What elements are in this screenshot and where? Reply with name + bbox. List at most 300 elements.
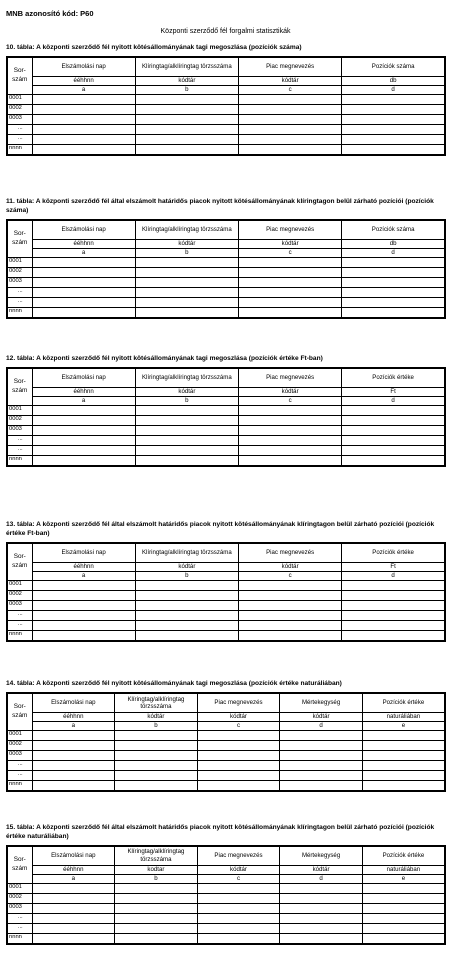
column-letter: d xyxy=(280,874,363,883)
row-number: 0002 xyxy=(7,267,32,277)
column-header: Pozíciók értéke xyxy=(362,846,445,866)
data-cell[interactable] xyxy=(135,144,238,155)
column-unit: ééhhnn xyxy=(32,239,135,248)
row-number: 0003 xyxy=(7,903,32,913)
column-letter: d xyxy=(342,571,445,580)
data-cell[interactable] xyxy=(362,903,445,913)
column-letter: b xyxy=(135,571,238,580)
data-cell[interactable] xyxy=(342,590,445,600)
data-cell[interactable] xyxy=(239,257,342,267)
table-row xyxy=(7,104,445,114)
table-caption: 14. tábla: A központi szerződő fél nyitott kötésállományának tagi megoszlása (pozíciók értéke naturáliában) xyxy=(6,680,342,687)
sorszam-header xyxy=(7,220,32,258)
column-unit: kodtar xyxy=(115,865,198,874)
data-cell[interactable] xyxy=(32,620,135,630)
data-cell[interactable] xyxy=(362,923,445,933)
column-unit: kódtár xyxy=(280,712,363,721)
table-section-11 xyxy=(6,198,446,319)
column-letter: c xyxy=(239,248,342,257)
data-cell[interactable] xyxy=(239,104,342,114)
table-caption: 12. tábla: A központi szerződő fél nyitott kötésállományának tagi megoszlása (pozíciók értéke Ft-ban) xyxy=(6,355,323,362)
data-cell[interactable] xyxy=(239,620,342,630)
data-cell[interactable] xyxy=(342,630,445,641)
column-letter: a xyxy=(32,721,115,730)
data-cell[interactable] xyxy=(32,94,135,104)
row-number: nnnn xyxy=(7,455,32,466)
data-cell[interactable] xyxy=(135,267,238,277)
data-cell[interactable] xyxy=(32,257,135,267)
column-unit: Ft xyxy=(342,387,445,396)
data-cell[interactable] xyxy=(239,267,342,277)
data-cell[interactable] xyxy=(32,903,115,913)
row-number: nnnn xyxy=(7,144,32,155)
row-number: 0002 xyxy=(7,740,32,750)
table-row xyxy=(7,277,445,287)
data-cell[interactable] xyxy=(239,307,342,318)
column-letter: a xyxy=(32,571,135,580)
row-number: ... xyxy=(7,760,32,770)
data-cell[interactable] xyxy=(362,913,445,923)
data-cell[interactable] xyxy=(135,580,238,590)
data-cell[interactable] xyxy=(135,287,238,297)
row-number: ... xyxy=(7,923,32,933)
data-cell[interactable] xyxy=(280,730,363,740)
data-cell[interactable] xyxy=(32,287,135,297)
data-cell[interactable] xyxy=(135,114,238,124)
data-cell[interactable] xyxy=(342,445,445,455)
data-table xyxy=(6,692,446,792)
data-cell[interactable] xyxy=(342,277,445,287)
data-cell[interactable] xyxy=(239,124,342,134)
data-cell[interactable] xyxy=(280,933,363,944)
data-cell[interactable] xyxy=(342,455,445,466)
column-letter: c xyxy=(239,396,342,405)
column-header: Klíringtag/alklíringtag törzsszáma xyxy=(115,693,198,713)
table-row xyxy=(7,630,445,641)
table-row xyxy=(7,257,445,267)
row-number: 0003 xyxy=(7,114,32,124)
table-row xyxy=(7,297,445,307)
data-cell[interactable] xyxy=(115,760,198,770)
column-header: Pozíciók értéke xyxy=(342,368,445,388)
data-cell[interactable] xyxy=(239,435,342,445)
data-cell[interactable] xyxy=(197,730,280,740)
data-cell[interactable] xyxy=(32,740,115,750)
column-unit: naturáliában xyxy=(362,865,445,874)
data-cell[interactable] xyxy=(239,287,342,297)
data-cell[interactable] xyxy=(280,740,363,750)
table-section-15 xyxy=(6,824,446,945)
table-row xyxy=(7,94,445,104)
sorszam-line: Sor- xyxy=(13,552,26,560)
column-unit: ééhhnn xyxy=(32,387,135,396)
data-cell[interactable] xyxy=(135,435,238,445)
row-number: 0002 xyxy=(7,590,32,600)
data-cell[interactable] xyxy=(32,415,135,425)
data-cell[interactable] xyxy=(362,730,445,740)
data-cell[interactable] xyxy=(239,610,342,620)
mnb-code: MNB azonosító kód: P60 xyxy=(6,9,94,18)
data-table xyxy=(6,56,446,156)
data-cell[interactable] xyxy=(32,104,135,114)
data-cell[interactable] xyxy=(280,760,363,770)
data-cell[interactable] xyxy=(135,94,238,104)
data-cell[interactable] xyxy=(135,425,238,435)
column-letter: e xyxy=(362,721,445,730)
data-cell[interactable] xyxy=(280,770,363,780)
data-cell[interactable] xyxy=(280,903,363,913)
data-cell[interactable] xyxy=(115,770,198,780)
data-cell[interactable] xyxy=(342,580,445,590)
data-cell[interactable] xyxy=(135,600,238,610)
column-letter: c xyxy=(197,874,280,883)
data-cell[interactable] xyxy=(342,620,445,630)
data-cell[interactable] xyxy=(115,730,198,740)
column-header: Elszámolási nap xyxy=(32,368,135,388)
column-letter: b xyxy=(135,396,238,405)
sorszam-header xyxy=(7,543,32,581)
sorszam-header xyxy=(7,693,32,731)
column-letter: c xyxy=(197,721,280,730)
row-number: 0002 xyxy=(7,893,32,903)
data-cell[interactable] xyxy=(32,114,135,124)
column-header: Pozíciók értéke xyxy=(342,543,445,563)
data-cell[interactable] xyxy=(342,297,445,307)
data-cell[interactable] xyxy=(197,933,280,944)
sorszam-line: Sor- xyxy=(13,66,26,74)
data-cell[interactable] xyxy=(342,610,445,620)
data-cell[interactable] xyxy=(115,913,198,923)
data-cell[interactable] xyxy=(342,600,445,610)
column-header: Piac megnevezés xyxy=(197,846,280,866)
data-cell[interactable] xyxy=(32,405,135,415)
data-cell[interactable] xyxy=(32,923,115,933)
table-row xyxy=(7,134,445,144)
data-cell[interactable] xyxy=(32,913,115,923)
data-cell[interactable] xyxy=(135,307,238,318)
data-cell[interactable] xyxy=(197,903,280,913)
data-cell[interactable] xyxy=(115,883,198,893)
column-letter: b xyxy=(135,248,238,257)
data-cell[interactable] xyxy=(115,933,198,944)
data-cell[interactable] xyxy=(32,267,135,277)
row-number: ... xyxy=(7,435,32,445)
data-cell[interactable] xyxy=(239,415,342,425)
data-cell[interactable] xyxy=(197,740,280,750)
data-cell[interactable] xyxy=(32,750,115,760)
column-header: Elszámolási nap xyxy=(32,220,135,240)
data-cell[interactable] xyxy=(197,760,280,770)
table-row xyxy=(7,144,445,155)
column-header: Elszámolási nap xyxy=(32,57,135,77)
data-cell[interactable] xyxy=(342,257,445,267)
row-number: nnnn xyxy=(7,630,32,641)
table-row xyxy=(7,893,445,903)
data-cell[interactable] xyxy=(239,600,342,610)
data-cell[interactable] xyxy=(362,740,445,750)
data-cell[interactable] xyxy=(32,770,115,780)
data-cell[interactable] xyxy=(280,923,363,933)
data-cell[interactable] xyxy=(32,893,115,903)
column-unit: db xyxy=(342,239,445,248)
data-table xyxy=(6,845,446,945)
table-row xyxy=(7,580,445,590)
data-cell[interactable] xyxy=(342,104,445,114)
table-row xyxy=(7,114,445,124)
column-header: Elszámolási nap xyxy=(32,846,115,866)
column-header: Piac megnevezés xyxy=(239,57,342,77)
data-cell[interactable] xyxy=(280,750,363,760)
row-number: 0001 xyxy=(7,730,32,740)
data-cell[interactable] xyxy=(32,580,135,590)
data-cell[interactable] xyxy=(280,913,363,923)
row-number: 0001 xyxy=(7,257,32,267)
data-cell[interactable] xyxy=(197,883,280,893)
table-row xyxy=(7,590,445,600)
data-cell[interactable] xyxy=(135,455,238,466)
data-cell[interactable] xyxy=(32,630,135,641)
data-cell[interactable] xyxy=(342,124,445,134)
data-cell[interactable] xyxy=(32,590,135,600)
column-header: Klíringtag/alklíringtag törzsszáma xyxy=(115,846,198,866)
data-cell[interactable] xyxy=(362,883,445,893)
data-cell[interactable] xyxy=(239,297,342,307)
table-row xyxy=(7,620,445,630)
column-letter: b xyxy=(115,874,198,883)
data-cell[interactable] xyxy=(197,913,280,923)
data-cell[interactable] xyxy=(239,144,342,155)
data-cell[interactable] xyxy=(239,114,342,124)
data-cell[interactable] xyxy=(135,415,238,425)
data-cell[interactable] xyxy=(362,770,445,780)
data-cell[interactable] xyxy=(197,780,280,791)
data-cell[interactable] xyxy=(239,134,342,144)
data-cell[interactable] xyxy=(135,630,238,641)
sorszam-header xyxy=(7,368,32,406)
data-cell[interactable] xyxy=(342,287,445,297)
column-letter: e xyxy=(362,874,445,883)
table-row xyxy=(7,267,445,277)
row-number: nnnn xyxy=(7,307,32,318)
data-cell[interactable] xyxy=(135,104,238,114)
column-unit: kódtár xyxy=(197,865,280,874)
table-row xyxy=(7,913,445,923)
data-cell[interactable] xyxy=(342,307,445,318)
column-header: Klíringtag/alklíringtag törzsszáma xyxy=(135,57,238,77)
table-caption: 10. tábla: A központi szerződő fél nyitott kötésállományának tagi megoszlása (pozíciók száma) xyxy=(6,44,302,51)
column-letter: d xyxy=(342,85,445,94)
row-number: 0001 xyxy=(7,94,32,104)
data-cell[interactable] xyxy=(239,455,342,466)
row-number: ... xyxy=(7,913,32,923)
data-cell[interactable] xyxy=(362,760,445,770)
data-cell[interactable] xyxy=(239,630,342,641)
table-section-12 xyxy=(6,355,446,467)
table-row xyxy=(7,445,445,455)
data-table xyxy=(6,367,446,467)
document-title: Központi szerződő fél forgalmi statisztikák xyxy=(160,28,291,35)
data-cell[interactable] xyxy=(135,124,238,134)
data-cell[interactable] xyxy=(197,770,280,780)
data-cell[interactable] xyxy=(239,277,342,287)
table-row xyxy=(7,455,445,466)
column-letter: a xyxy=(32,396,135,405)
data-cell[interactable] xyxy=(32,307,135,318)
data-cell[interactable] xyxy=(32,297,135,307)
column-unit: ééhhnn xyxy=(32,562,135,571)
data-cell[interactable] xyxy=(135,590,238,600)
data-cell[interactable] xyxy=(32,730,115,740)
data-table xyxy=(6,219,446,319)
data-cell[interactable] xyxy=(32,144,135,155)
table-section-13 xyxy=(6,521,446,642)
sorszam-line: szám xyxy=(12,864,28,872)
data-cell[interactable] xyxy=(239,405,342,415)
data-cell[interactable] xyxy=(342,425,445,435)
data-table xyxy=(6,542,446,642)
data-cell[interactable] xyxy=(32,277,135,287)
sorszam-header xyxy=(7,57,32,95)
table-row xyxy=(7,780,445,791)
data-cell[interactable] xyxy=(115,893,198,903)
data-cell[interactable] xyxy=(342,435,445,445)
row-number: ... xyxy=(7,297,32,307)
column-header: Pozíciók értéke xyxy=(362,693,445,713)
data-cell[interactable] xyxy=(197,923,280,933)
table-row xyxy=(7,730,445,740)
column-unit: kódtár xyxy=(135,239,238,248)
column-unit: kódtár xyxy=(135,562,238,571)
column-letter: c xyxy=(239,571,342,580)
data-cell[interactable] xyxy=(135,610,238,620)
data-cell[interactable] xyxy=(115,750,198,760)
data-cell[interactable] xyxy=(32,134,135,144)
column-header: Piac megnevezés xyxy=(239,543,342,563)
sorszam-line: szám xyxy=(12,75,28,83)
data-cell[interactable] xyxy=(135,134,238,144)
sorszam-line: Sor- xyxy=(13,229,26,237)
row-number: ... xyxy=(7,445,32,455)
data-cell[interactable] xyxy=(197,750,280,760)
table-row xyxy=(7,435,445,445)
data-cell[interactable] xyxy=(115,903,198,913)
sorszam-line: Sor- xyxy=(13,377,26,385)
row-number: ... xyxy=(7,134,32,144)
row-number: 0003 xyxy=(7,600,32,610)
data-cell[interactable] xyxy=(32,610,135,620)
row-number: ... xyxy=(7,610,32,620)
sorszam-line: Sor- xyxy=(13,855,26,863)
sorszam-line: szám xyxy=(12,238,28,246)
data-cell[interactable] xyxy=(239,425,342,435)
column-unit: kódtár xyxy=(197,712,280,721)
table-row xyxy=(7,124,445,134)
data-cell[interactable] xyxy=(135,405,238,415)
data-cell[interactable] xyxy=(239,445,342,455)
row-number: 0002 xyxy=(7,104,32,114)
column-unit: kódtár xyxy=(239,239,342,248)
table-row xyxy=(7,933,445,944)
data-cell[interactable] xyxy=(32,455,135,466)
data-cell[interactable] xyxy=(342,144,445,155)
data-cell[interactable] xyxy=(280,893,363,903)
column-unit: ééhhnn xyxy=(32,865,115,874)
column-letter: c xyxy=(239,85,342,94)
column-unit: kódtár xyxy=(135,387,238,396)
column-letter: d xyxy=(342,396,445,405)
data-cell[interactable] xyxy=(135,277,238,287)
column-unit: kódtár xyxy=(280,865,363,874)
table-row xyxy=(7,287,445,297)
data-cell[interactable] xyxy=(239,590,342,600)
column-letter: b xyxy=(115,721,198,730)
column-letter: d xyxy=(280,721,363,730)
data-cell[interactable] xyxy=(342,134,445,144)
data-cell[interactable] xyxy=(342,267,445,277)
column-letter: d xyxy=(342,248,445,257)
table-row xyxy=(7,415,445,425)
column-header: Klíringtag/alklíringtag törzsszáma xyxy=(135,368,238,388)
data-cell[interactable] xyxy=(239,580,342,590)
column-unit: kódtár xyxy=(239,562,342,571)
table-row xyxy=(7,903,445,913)
row-number: 0003 xyxy=(7,425,32,435)
data-cell[interactable] xyxy=(342,415,445,425)
data-cell[interactable] xyxy=(197,893,280,903)
table-row xyxy=(7,405,445,415)
data-cell[interactable] xyxy=(135,445,238,455)
data-cell[interactable] xyxy=(342,114,445,124)
sorszam-header xyxy=(7,846,32,884)
data-cell[interactable] xyxy=(115,780,198,791)
data-cell[interactable] xyxy=(239,94,342,104)
data-cell[interactable] xyxy=(135,620,238,630)
data-cell[interactable] xyxy=(280,883,363,893)
data-cell[interactable] xyxy=(32,780,115,791)
data-cell[interactable] xyxy=(32,600,135,610)
data-cell[interactable] xyxy=(362,933,445,944)
data-cell[interactable] xyxy=(135,297,238,307)
column-header: Piac megnevezés xyxy=(239,220,342,240)
column-header: Klíringtag/alklíringtag törzsszáma xyxy=(135,220,238,240)
data-cell[interactable] xyxy=(32,435,135,445)
data-cell[interactable] xyxy=(32,445,135,455)
column-header: Mértekegység xyxy=(280,846,363,866)
table-row xyxy=(7,760,445,770)
data-cell[interactable] xyxy=(342,94,445,104)
row-number: ... xyxy=(7,287,32,297)
row-number: 0001 xyxy=(7,405,32,415)
data-cell[interactable] xyxy=(362,893,445,903)
data-cell[interactable] xyxy=(342,405,445,415)
row-number: 0002 xyxy=(7,415,32,425)
data-cell[interactable] xyxy=(362,780,445,791)
table-caption: 15. tábla: A központi szerződő fél által elszámolt határidős piacok nyitott kötésállományának klíringtagon belül zárható pozíciói (pozíciók értéke naturáliában) xyxy=(6,824,435,840)
data-cell[interactable] xyxy=(115,923,198,933)
data-cell[interactable] xyxy=(280,780,363,791)
data-cell[interactable] xyxy=(115,740,198,750)
data-cell[interactable] xyxy=(32,883,115,893)
column-unit: naturáliában xyxy=(362,712,445,721)
row-number: 0003 xyxy=(7,277,32,287)
data-cell[interactable] xyxy=(362,750,445,760)
data-cell[interactable] xyxy=(32,760,115,770)
data-cell[interactable] xyxy=(32,124,135,134)
data-cell[interactable] xyxy=(32,933,115,944)
data-cell[interactable] xyxy=(135,257,238,267)
column-unit: kódtár xyxy=(115,712,198,721)
data-cell[interactable] xyxy=(32,425,135,435)
